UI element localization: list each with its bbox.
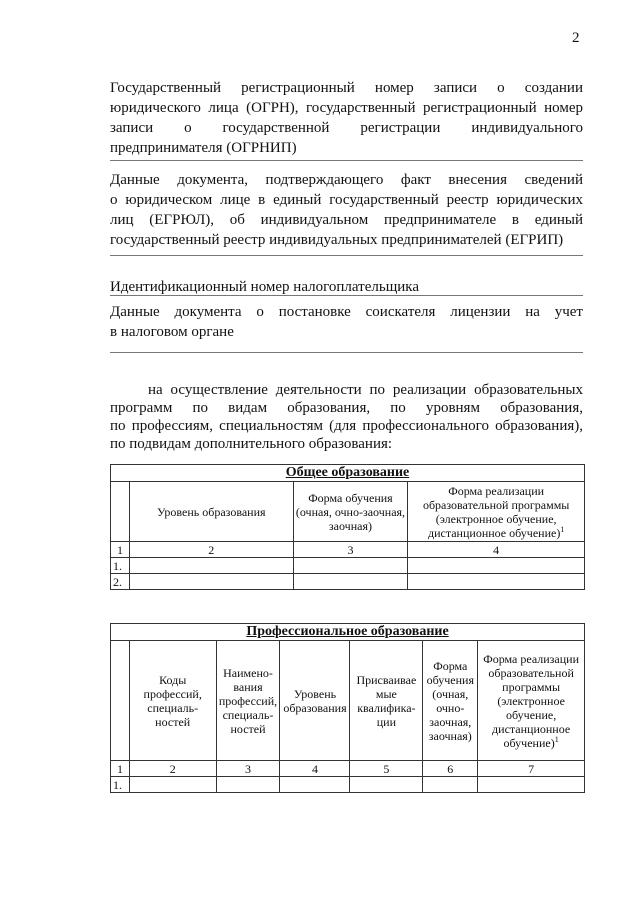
general-number-cell: 1	[111, 542, 130, 558]
tax-line-2: в налоговом органе	[110, 324, 234, 340]
prof-row-label: 1.	[111, 777, 130, 793]
tax-block	[110, 302, 583, 342]
ogrn-input-line	[110, 160, 583, 161]
table-cell[interactable]	[280, 777, 350, 793]
table-cell[interactable]	[129, 777, 216, 793]
egrul-line-3: лиц (ЕГРЮЛ), об индивидуальном предпринимателе в единый	[110, 212, 583, 228]
inn-label: Идентификационный номер налогоплательщика	[110, 279, 420, 295]
egrul-line-2: о юридическом лице в единый государственный реестр юридических	[110, 192, 583, 208]
inn-input-line	[110, 295, 583, 296]
prof-number-cell: 1	[111, 761, 130, 777]
prof-header-blank	[111, 641, 130, 761]
table-row	[111, 558, 585, 574]
prof-footnote-mark: 1	[554, 734, 559, 744]
prof-number-cell: 3	[216, 761, 280, 777]
prof-number-cell: 4	[280, 761, 350, 777]
prof-number-cell: 5	[350, 761, 423, 777]
intro-line-4: по подвидам дополнительного образования:	[110, 436, 393, 452]
table-cell[interactable]	[408, 574, 585, 590]
general-row-label: 1.	[111, 558, 130, 574]
table-cell[interactable]	[478, 777, 585, 793]
ogrn-block	[110, 78, 583, 158]
table-row	[111, 574, 585, 590]
prof-number-cell: 2	[129, 761, 216, 777]
professional-table-title: Профессиональное образование	[111, 624, 585, 641]
egrul-block	[110, 170, 583, 250]
general-table-title: Общее образование	[111, 465, 585, 482]
egrul-line-4: государственный реестр индивидуальных предпринимателей (ЕГРИП)	[110, 232, 564, 248]
table-cell[interactable]	[408, 558, 585, 574]
ogrn-line-2: юридического лица (ОГРН), государственный регистрационный номер	[110, 100, 583, 116]
prof-header-qualifications: Присваивае мые квалифика-ции	[350, 641, 423, 761]
ogrn-line-4: предпринимателя (ОГРНИП)	[110, 140, 297, 156]
general-footnote-mark: 1	[560, 524, 565, 534]
intro-paragraph	[110, 381, 583, 453]
general-education-table	[110, 464, 585, 590]
intro-line-1: на осуществление деятельности по реализации образовательных	[148, 382, 583, 398]
prof-header-implementation	[478, 641, 585, 761]
prof-number-cell: 7	[478, 761, 585, 777]
table-cell[interactable]	[293, 558, 408, 574]
page-number: 2	[572, 30, 580, 46]
general-header-form: Форма обучения (очная, очно-заочная, заочная)	[293, 482, 408, 542]
prof-header-level: Уровень образования	[280, 641, 350, 761]
ogrn-line-1: Государственный регистрационный номер записи о создании	[110, 80, 583, 96]
table-cell[interactable]	[423, 777, 478, 793]
prof-header-form: Форма обучения (очная, очно-заочная, заочная)	[423, 641, 478, 761]
tax-line-1: Данные документа о постановке соискателя лицензии на учет	[110, 304, 583, 320]
tax-input-line	[110, 352, 583, 353]
general-number-cell: 3	[293, 542, 408, 558]
table-cell[interactable]	[129, 574, 293, 590]
general-row-label: 2.	[111, 574, 130, 590]
table-row	[111, 777, 585, 793]
table-cell[interactable]	[216, 777, 280, 793]
egrul-input-line	[110, 255, 583, 256]
prof-header-names: Наимено-вания профессий, специаль-ностей	[216, 641, 280, 761]
intro-line-2: программ по видам образования, по уровням образования,	[110, 400, 583, 416]
ogrn-line-3: записи о государственной регистрации индивидуального	[110, 120, 583, 136]
table-cell[interactable]	[293, 574, 408, 590]
general-header-level: Уровень образования	[129, 482, 293, 542]
general-header-blank	[111, 482, 130, 542]
prof-header-codes: Коды профессий, специаль-ностей	[129, 641, 216, 761]
egrul-line-1: Данные документа, подтверждающего факт внесения сведений	[110, 172, 583, 188]
general-header-implementation	[408, 482, 585, 542]
general-header-implementation-text: Форма реализации образовательной программы (электронное обучение, дистанционное обучение)	[422, 483, 570, 540]
general-number-cell: 2	[129, 542, 293, 558]
intro-line-3: по профессиям, специальностям (для профессионального образования),	[110, 418, 583, 434]
table-cell[interactable]	[129, 558, 293, 574]
general-number-cell: 4	[408, 542, 585, 558]
prof-header-implementation-text: Форма реализации образовательной программы (электронное обучение, дистанционное обучение)	[483, 651, 580, 750]
prof-number-cell: 6	[423, 761, 478, 777]
professional-education-table	[110, 623, 585, 793]
table-cell[interactable]	[350, 777, 423, 793]
